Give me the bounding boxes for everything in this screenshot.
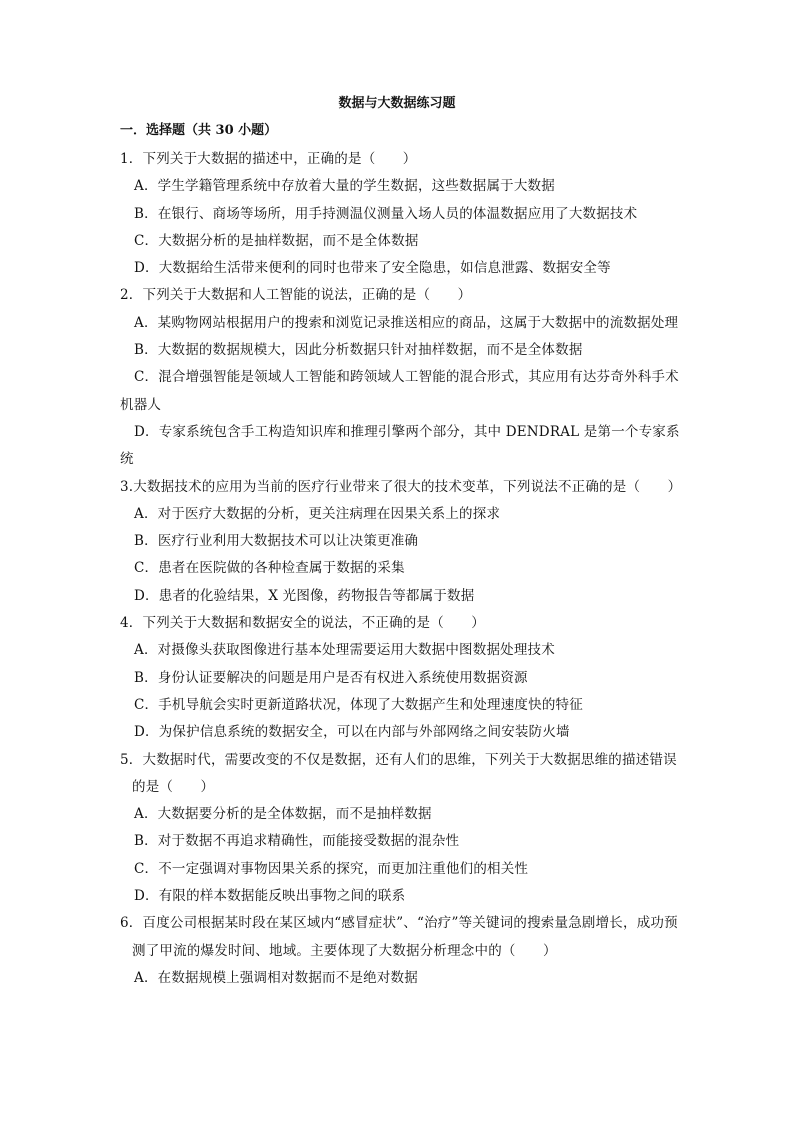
question-4 xyxy=(120,610,680,746)
option-a: A．对于医疗大数据的分析，更关注病理在因果关系上的探求 xyxy=(134,505,501,522)
option-d: D．患者的化验结果，X 光图像，药物报告等都属于数据 xyxy=(134,587,475,604)
question-2 xyxy=(120,282,680,473)
option-c: C．混合增强智能是领域人工智能和跨领域人工智能的混合形式，其应用有达芬奇外科手术机器人 xyxy=(120,369,679,413)
option-b: B．大数据的数据规模大，因此分析数据只针对抽样数据，而不是全体数据 xyxy=(134,342,583,359)
question-stem: 3.大数据技术的应用为当前的医疗行业带来了很大的技术变革，下列说法不正确的是（ ） xyxy=(120,478,682,495)
option-b: B．对于数据不再追求精确性，而能接受数据的混杂性 xyxy=(134,833,460,850)
option-c: C．患者在医院做的各种检查属于数据的采集 xyxy=(134,560,405,577)
option-a: A．在数据规模上强调相对数据而不是绝对数据 xyxy=(134,969,418,986)
question-list xyxy=(120,146,680,992)
option-b: B．在银行、商场等场所，用手持测温仪测量入场人员的体温数据应用了大数据技术 xyxy=(134,205,638,222)
question-stem: 5．大数据时代，需要改变的不仅是数据，还有人们的思维，下列关于大数据思维的描述错误的是（ ） xyxy=(120,751,677,795)
option-c: C．大数据分析的是抽样数据，而不是全体数据 xyxy=(134,232,419,249)
option-a: A．某购物网站根据用户的搜索和浏览记录推送相应的商品，这属于大数据中的流数据处理 xyxy=(134,314,679,331)
option-c: C．手机导航会实时更新道路状况，体现了大数据产生和处理速度快的特征 xyxy=(134,696,583,713)
option-d: D．专家系统包含手工构造知识库和推理引擎两个部分，其中 DENDRAL 是第一个专家系统 xyxy=(120,423,680,468)
option-d: D．为保护信息系统的数据安全，可以在内部与外部网络之间安装防火墙 xyxy=(134,724,570,741)
question-1 xyxy=(120,146,680,282)
option-a: A．学生学籍管理系统中存放着大量的学生数据，这些数据属于大数据 xyxy=(134,178,555,195)
question-stem: 1．下列关于大数据的描述中，正确的是（ ） xyxy=(120,151,417,167)
option-b: B．身份认证要解决的问题是用户是否有权进入系统使用数据资源 xyxy=(134,669,528,686)
question-3 xyxy=(120,474,680,610)
section-heading: 一．选择题（共 30 小题） xyxy=(120,123,278,138)
question-stem: 6．百度公司根据某时段在某区域内“感冒症状”、“治疗”等关键词的搜索量急剧增长，成功预测了甲流的爆发时间、地域。主要体现了大数据分析理念中的（ ） xyxy=(120,915,678,959)
question-stem: 2．下列关于大数据和人工智能的说法，正确的是（ ） xyxy=(120,287,472,304)
question-stem: 4．下列关于大数据和数据安全的说法，不正确的是（ ） xyxy=(120,615,485,632)
question-6 xyxy=(120,910,680,992)
option-a: A．大数据要分析的是全体数据，而不是抽样数据 xyxy=(134,806,432,823)
option-d: D．大数据给生活带来便利的同时也带来了安全隐患，如信息泄露、数据安全等 xyxy=(134,260,611,277)
option-d: D．有限的样本数据能反映出事物之间的联系 xyxy=(134,888,406,905)
option-a: A．对摄像头获取图像进行基本处理需要运用大数据中图数据处理技术 xyxy=(134,642,555,659)
document-title: 数据与大数据练习题 xyxy=(338,96,456,111)
question-5 xyxy=(120,747,680,911)
option-b: B．医疗行业利用大数据技术可以让决策更准确 xyxy=(134,533,419,550)
option-c: C．不一定强调对事物因果关系的探究，而更加注重他们的相关性 xyxy=(134,860,529,877)
